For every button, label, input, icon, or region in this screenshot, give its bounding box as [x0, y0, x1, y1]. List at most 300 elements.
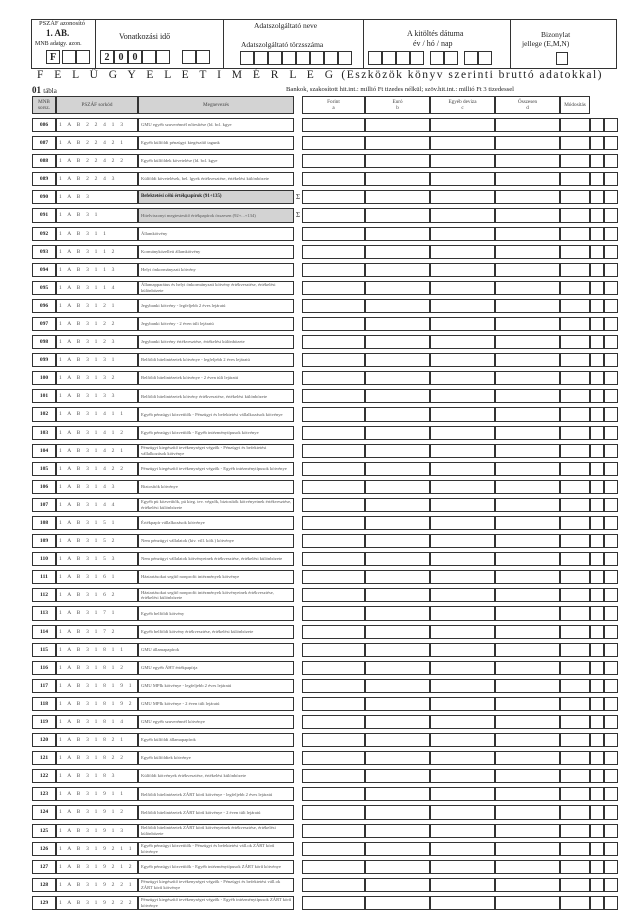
value-cell-c[interactable] [430, 118, 495, 132]
value-cell-e2[interactable] [590, 751, 604, 765]
value-cell-e2[interactable] [590, 426, 604, 440]
value-cell-e3[interactable] [604, 842, 618, 856]
value-cell-e3[interactable] [604, 227, 618, 241]
value-cell-e2[interactable] [590, 588, 604, 602]
value-cell-e2[interactable] [590, 715, 604, 729]
value-cell-b[interactable] [365, 353, 430, 367]
provider-reg-cell[interactable] [310, 51, 324, 65]
value-cell-e1[interactable] [560, 896, 590, 910]
value-cell-c[interactable] [430, 480, 495, 494]
value-cell-a[interactable] [302, 389, 365, 403]
value-cell-e2[interactable] [590, 570, 604, 584]
value-cell-e2[interactable] [590, 787, 604, 801]
value-cell-b[interactable] [365, 534, 430, 548]
value-cell-c[interactable] [430, 697, 495, 711]
form-letter-cell-blank[interactable] [62, 50, 76, 64]
value-cell-b[interactable] [365, 878, 430, 892]
value-cell-a[interactable] [302, 353, 365, 367]
value-cell-b[interactable] [365, 896, 430, 910]
value-cell-d[interactable] [495, 118, 560, 132]
value-cell-d[interactable] [495, 371, 560, 385]
value-cell-b[interactable] [365, 661, 430, 675]
value-cell-b[interactable] [365, 842, 430, 856]
value-cell-c[interactable] [430, 842, 495, 856]
value-cell-e3[interactable] [604, 371, 618, 385]
value-cell-e1[interactable] [560, 263, 590, 277]
value-cell-e3[interactable] [604, 317, 618, 331]
value-cell-c[interactable] [430, 172, 495, 186]
value-cell-c[interactable] [430, 588, 495, 602]
fill-date-cell[interactable] [430, 51, 444, 65]
value-cell-a[interactable] [302, 805, 365, 819]
value-cell-c[interactable] [430, 299, 495, 313]
value-cell-b[interactable] [365, 733, 430, 747]
value-cell-e3[interactable] [604, 733, 618, 747]
value-cell-c[interactable] [430, 805, 495, 819]
value-cell-e1[interactable] [560, 679, 590, 693]
value-cell-d[interactable] [495, 480, 560, 494]
value-cell-e3[interactable] [604, 606, 618, 620]
provider-reg-cell[interactable] [296, 51, 310, 65]
value-cell-b[interactable] [365, 679, 430, 693]
value-cell-c[interactable] [430, 715, 495, 729]
value-cell-e2[interactable] [590, 462, 604, 476]
value-cell-e3[interactable] [604, 118, 618, 132]
value-cell-e2[interactable] [590, 625, 604, 639]
value-cell-e1[interactable] [560, 697, 590, 711]
value-cell-e3[interactable] [604, 208, 618, 222]
value-cell-a[interactable] [302, 136, 365, 150]
value-cell-a[interactable] [302, 896, 365, 910]
value-cell-b[interactable] [365, 227, 430, 241]
value-cell-e3[interactable] [604, 552, 618, 566]
value-cell-e2[interactable] [590, 154, 604, 168]
value-cell-e1[interactable] [560, 136, 590, 150]
value-cell-b[interactable] [365, 516, 430, 530]
value-cell-b[interactable] [365, 769, 430, 783]
value-cell-d[interactable] [495, 679, 560, 693]
value-cell-e1[interactable] [560, 842, 590, 856]
value-cell-b[interactable] [365, 335, 430, 349]
value-cell-c[interactable] [430, 679, 495, 693]
value-cell-e3[interactable] [604, 896, 618, 910]
value-cell-e3[interactable] [604, 860, 618, 874]
value-cell-b[interactable] [365, 426, 430, 440]
period-digit-5[interactable] [156, 50, 170, 64]
value-cell-c[interactable] [430, 787, 495, 801]
value-cell-b[interactable] [365, 281, 430, 295]
value-cell-c[interactable] [430, 769, 495, 783]
value-cell-e1[interactable] [560, 860, 590, 874]
value-cell-e1[interactable] [560, 245, 590, 259]
value-cell-e3[interactable] [604, 407, 618, 421]
value-cell-a[interactable] [302, 118, 365, 132]
value-cell-e1[interactable] [560, 353, 590, 367]
value-cell-c[interactable] [430, 896, 495, 910]
value-cell-b[interactable] [365, 118, 430, 132]
value-cell-a[interactable] [302, 516, 365, 530]
value-cell-c[interactable] [430, 516, 495, 530]
value-cell-e1[interactable] [560, 371, 590, 385]
value-cell-a[interactable] [302, 679, 365, 693]
value-cell-b[interactable] [365, 407, 430, 421]
value-cell-d[interactable] [495, 570, 560, 584]
value-cell-e2[interactable] [590, 480, 604, 494]
value-cell-e2[interactable] [590, 444, 604, 458]
value-cell-d[interactable] [495, 588, 560, 602]
value-cell-b[interactable] [365, 389, 430, 403]
value-cell-d[interactable] [495, 426, 560, 440]
value-cell-b[interactable] [365, 208, 430, 222]
value-cell-b[interactable] [365, 860, 430, 874]
value-cell-e2[interactable] [590, 317, 604, 331]
value-cell-c[interactable] [430, 552, 495, 566]
value-cell-e2[interactable] [590, 281, 604, 295]
value-cell-d[interactable] [495, 263, 560, 277]
value-cell-c[interactable] [430, 643, 495, 657]
value-cell-e2[interactable] [590, 227, 604, 241]
value-cell-a[interactable] [302, 227, 365, 241]
fill-date-cell[interactable] [396, 51, 410, 65]
value-cell-d[interactable] [495, 353, 560, 367]
value-cell-e1[interactable] [560, 733, 590, 747]
value-cell-b[interactable] [365, 245, 430, 259]
value-cell-b[interactable] [365, 625, 430, 639]
value-cell-e2[interactable] [590, 190, 604, 204]
value-cell-e3[interactable] [604, 661, 618, 675]
value-cell-d[interactable] [495, 299, 560, 313]
period-digit-6[interactable] [182, 50, 196, 64]
value-cell-e2[interactable] [590, 299, 604, 313]
value-cell-e1[interactable] [560, 643, 590, 657]
value-cell-c[interactable] [430, 371, 495, 385]
value-cell-c[interactable] [430, 462, 495, 476]
value-cell-e1[interactable] [560, 190, 590, 204]
provider-reg-cell[interactable] [324, 51, 338, 65]
value-cell-e3[interactable] [604, 498, 618, 512]
value-cell-b[interactable] [365, 136, 430, 150]
value-cell-c[interactable] [430, 444, 495, 458]
value-cell-d[interactable] [495, 552, 560, 566]
value-cell-c[interactable] [430, 661, 495, 675]
value-cell-a[interactable] [302, 697, 365, 711]
value-cell-b[interactable] [365, 371, 430, 385]
value-cell-b[interactable] [365, 317, 430, 331]
value-cell-c[interactable] [430, 426, 495, 440]
value-cell-b[interactable] [365, 805, 430, 819]
value-cell-e1[interactable] [560, 661, 590, 675]
value-cell-a[interactable] [302, 498, 365, 512]
value-cell-a[interactable] [302, 444, 365, 458]
value-cell-e3[interactable] [604, 534, 618, 548]
value-cell-e3[interactable] [604, 643, 618, 657]
value-cell-e3[interactable] [604, 625, 618, 639]
value-cell-d[interactable] [495, 154, 560, 168]
value-cell-d[interactable] [495, 697, 560, 711]
value-cell-a[interactable] [302, 787, 365, 801]
value-cell-e3[interactable] [604, 588, 618, 602]
value-cell-d[interactable] [495, 751, 560, 765]
value-cell-d[interactable] [495, 444, 560, 458]
value-cell-d[interactable] [495, 534, 560, 548]
value-cell-e2[interactable] [590, 534, 604, 548]
provider-reg-cell[interactable] [240, 51, 254, 65]
value-cell-d[interactable] [495, 498, 560, 512]
value-cell-a[interactable] [302, 208, 365, 222]
value-cell-c[interactable] [430, 824, 495, 838]
value-cell-c[interactable] [430, 733, 495, 747]
value-cell-c[interactable] [430, 263, 495, 277]
form-letter-cell[interactable]: F [46, 50, 60, 64]
value-cell-e3[interactable] [604, 679, 618, 693]
value-cell-a[interactable] [302, 570, 365, 584]
fill-date-cell[interactable] [478, 51, 492, 65]
value-cell-c[interactable] [430, 625, 495, 639]
value-cell-c[interactable] [430, 317, 495, 331]
value-cell-c[interactable] [430, 190, 495, 204]
value-cell-d[interactable] [495, 335, 560, 349]
value-cell-e1[interactable] [560, 227, 590, 241]
value-cell-e2[interactable] [590, 805, 604, 819]
value-cell-c[interactable] [430, 154, 495, 168]
value-cell-b[interactable] [365, 299, 430, 313]
value-cell-d[interactable] [495, 860, 560, 874]
value-cell-a[interactable] [302, 588, 365, 602]
value-cell-d[interactable] [495, 805, 560, 819]
value-cell-e1[interactable] [560, 625, 590, 639]
value-cell-e2[interactable] [590, 136, 604, 150]
value-cell-e2[interactable] [590, 371, 604, 385]
value-cell-e3[interactable] [604, 805, 618, 819]
value-cell-d[interactable] [495, 625, 560, 639]
value-cell-e1[interactable] [560, 606, 590, 620]
fill-date-cell[interactable] [444, 51, 458, 65]
value-cell-a[interactable] [302, 715, 365, 729]
period-digit-1[interactable]: 2 [100, 50, 114, 64]
value-cell-e3[interactable] [604, 299, 618, 313]
period-digit-7[interactable] [196, 50, 210, 64]
value-cell-a[interactable] [302, 842, 365, 856]
value-cell-e1[interactable] [560, 480, 590, 494]
value-cell-c[interactable] [430, 606, 495, 620]
value-cell-d[interactable] [495, 317, 560, 331]
value-cell-e3[interactable] [604, 263, 618, 277]
value-cell-d[interactable] [495, 787, 560, 801]
value-cell-a[interactable] [302, 245, 365, 259]
value-cell-b[interactable] [365, 751, 430, 765]
value-cell-b[interactable] [365, 552, 430, 566]
fill-date-cell[interactable] [410, 51, 424, 65]
value-cell-a[interactable] [302, 824, 365, 838]
value-cell-e2[interactable] [590, 860, 604, 874]
value-cell-b[interactable] [365, 570, 430, 584]
value-cell-d[interactable] [495, 896, 560, 910]
fill-date-cell[interactable] [382, 51, 396, 65]
value-cell-e1[interactable] [560, 516, 590, 530]
value-cell-a[interactable] [302, 154, 365, 168]
value-cell-c[interactable] [430, 136, 495, 150]
value-cell-e2[interactable] [590, 335, 604, 349]
value-cell-b[interactable] [365, 643, 430, 657]
value-cell-a[interactable] [302, 371, 365, 385]
provider-reg-cell[interactable] [254, 51, 268, 65]
value-cell-c[interactable] [430, 208, 495, 222]
value-cell-e3[interactable] [604, 516, 618, 530]
value-cell-a[interactable] [302, 263, 365, 277]
value-cell-a[interactable] [302, 281, 365, 295]
value-cell-e3[interactable] [604, 570, 618, 584]
value-cell-e3[interactable] [604, 824, 618, 838]
value-cell-c[interactable] [430, 751, 495, 765]
value-cell-a[interactable] [302, 462, 365, 476]
value-cell-e2[interactable] [590, 552, 604, 566]
value-cell-b[interactable] [365, 462, 430, 476]
value-cell-a[interactable] [302, 860, 365, 874]
value-cell-d[interactable] [495, 227, 560, 241]
value-cell-b[interactable] [365, 172, 430, 186]
value-cell-b[interactable] [365, 824, 430, 838]
value-cell-e1[interactable] [560, 154, 590, 168]
value-cell-b[interactable] [365, 715, 430, 729]
value-cell-c[interactable] [430, 534, 495, 548]
value-cell-a[interactable] [302, 751, 365, 765]
value-cell-e2[interactable] [590, 118, 604, 132]
value-cell-a[interactable] [302, 733, 365, 747]
value-cell-b[interactable] [365, 697, 430, 711]
value-cell-b[interactable] [365, 498, 430, 512]
value-cell-c[interactable] [430, 860, 495, 874]
value-cell-e3[interactable] [604, 751, 618, 765]
value-cell-c[interactable] [430, 281, 495, 295]
value-cell-a[interactable] [302, 407, 365, 421]
value-cell-e2[interactable] [590, 353, 604, 367]
value-cell-d[interactable] [495, 245, 560, 259]
value-cell-e3[interactable] [604, 136, 618, 150]
value-cell-d[interactable] [495, 407, 560, 421]
value-cell-e3[interactable] [604, 353, 618, 367]
value-cell-e1[interactable] [560, 824, 590, 838]
value-cell-e3[interactable] [604, 281, 618, 295]
value-cell-c[interactable] [430, 407, 495, 421]
value-cell-d[interactable] [495, 606, 560, 620]
value-cell-e3[interactable] [604, 335, 618, 349]
value-cell-e1[interactable] [560, 335, 590, 349]
value-cell-e2[interactable] [590, 896, 604, 910]
value-cell-e1[interactable] [560, 715, 590, 729]
value-cell-a[interactable] [302, 172, 365, 186]
value-cell-c[interactable] [430, 389, 495, 403]
value-cell-e2[interactable] [590, 824, 604, 838]
value-cell-e2[interactable] [590, 733, 604, 747]
value-cell-e3[interactable] [604, 426, 618, 440]
value-cell-e2[interactable] [590, 643, 604, 657]
value-cell-e2[interactable] [590, 208, 604, 222]
value-cell-d[interactable] [495, 878, 560, 892]
value-cell-e1[interactable] [560, 407, 590, 421]
value-cell-e1[interactable] [560, 534, 590, 548]
value-cell-e1[interactable] [560, 787, 590, 801]
value-cell-c[interactable] [430, 245, 495, 259]
value-cell-e1[interactable] [560, 878, 590, 892]
value-cell-e3[interactable] [604, 245, 618, 259]
value-cell-e2[interactable] [590, 842, 604, 856]
value-cell-a[interactable] [302, 606, 365, 620]
value-cell-d[interactable] [495, 516, 560, 530]
value-cell-e2[interactable] [590, 245, 604, 259]
value-cell-d[interactable] [495, 389, 560, 403]
value-cell-e3[interactable] [604, 715, 618, 729]
value-cell-e3[interactable] [604, 172, 618, 186]
value-cell-a[interactable] [302, 317, 365, 331]
value-cell-e3[interactable] [604, 389, 618, 403]
value-cell-d[interactable] [495, 824, 560, 838]
value-cell-e3[interactable] [604, 190, 618, 204]
value-cell-d[interactable] [495, 281, 560, 295]
value-cell-d[interactable] [495, 643, 560, 657]
value-cell-e3[interactable] [604, 697, 618, 711]
value-cell-e1[interactable] [560, 769, 590, 783]
value-cell-d[interactable] [495, 190, 560, 204]
value-cell-e2[interactable] [590, 172, 604, 186]
value-cell-a[interactable] [302, 426, 365, 440]
form-letter-cell-blank[interactable] [76, 50, 90, 64]
fill-date-cell[interactable] [464, 51, 478, 65]
value-cell-c[interactable] [430, 353, 495, 367]
value-cell-a[interactable] [302, 480, 365, 494]
value-cell-d[interactable] [495, 172, 560, 186]
value-cell-e2[interactable] [590, 407, 604, 421]
value-cell-b[interactable] [365, 263, 430, 277]
value-cell-e2[interactable] [590, 389, 604, 403]
value-cell-d[interactable] [495, 208, 560, 222]
value-cell-a[interactable] [302, 878, 365, 892]
value-cell-e3[interactable] [604, 462, 618, 476]
value-cell-d[interactable] [495, 462, 560, 476]
value-cell-b[interactable] [365, 480, 430, 494]
value-cell-a[interactable] [302, 190, 365, 204]
value-cell-e2[interactable] [590, 769, 604, 783]
value-cell-e3[interactable] [604, 769, 618, 783]
value-cell-e1[interactable] [560, 570, 590, 584]
value-cell-e2[interactable] [590, 263, 604, 277]
value-cell-c[interactable] [430, 227, 495, 241]
value-cell-b[interactable] [365, 606, 430, 620]
value-cell-c[interactable] [430, 570, 495, 584]
value-cell-d[interactable] [495, 715, 560, 729]
value-cell-d[interactable] [495, 661, 560, 675]
value-cell-e3[interactable] [604, 787, 618, 801]
value-cell-d[interactable] [495, 136, 560, 150]
value-cell-e3[interactable] [604, 154, 618, 168]
value-cell-e1[interactable] [560, 444, 590, 458]
value-cell-e2[interactable] [590, 679, 604, 693]
value-cell-b[interactable] [365, 787, 430, 801]
value-cell-d[interactable] [495, 733, 560, 747]
provider-reg-cell[interactable] [282, 51, 296, 65]
value-cell-a[interactable] [302, 299, 365, 313]
value-cell-a[interactable] [302, 335, 365, 349]
value-cell-e1[interactable] [560, 426, 590, 440]
period-digit-3[interactable]: 0 [128, 50, 142, 64]
value-cell-e1[interactable] [560, 552, 590, 566]
value-cell-e1[interactable] [560, 317, 590, 331]
provider-reg-cell[interactable] [268, 51, 282, 65]
value-cell-e3[interactable] [604, 878, 618, 892]
value-cell-e1[interactable] [560, 462, 590, 476]
value-cell-a[interactable] [302, 643, 365, 657]
fill-date-cell[interactable] [368, 51, 382, 65]
value-cell-b[interactable] [365, 444, 430, 458]
